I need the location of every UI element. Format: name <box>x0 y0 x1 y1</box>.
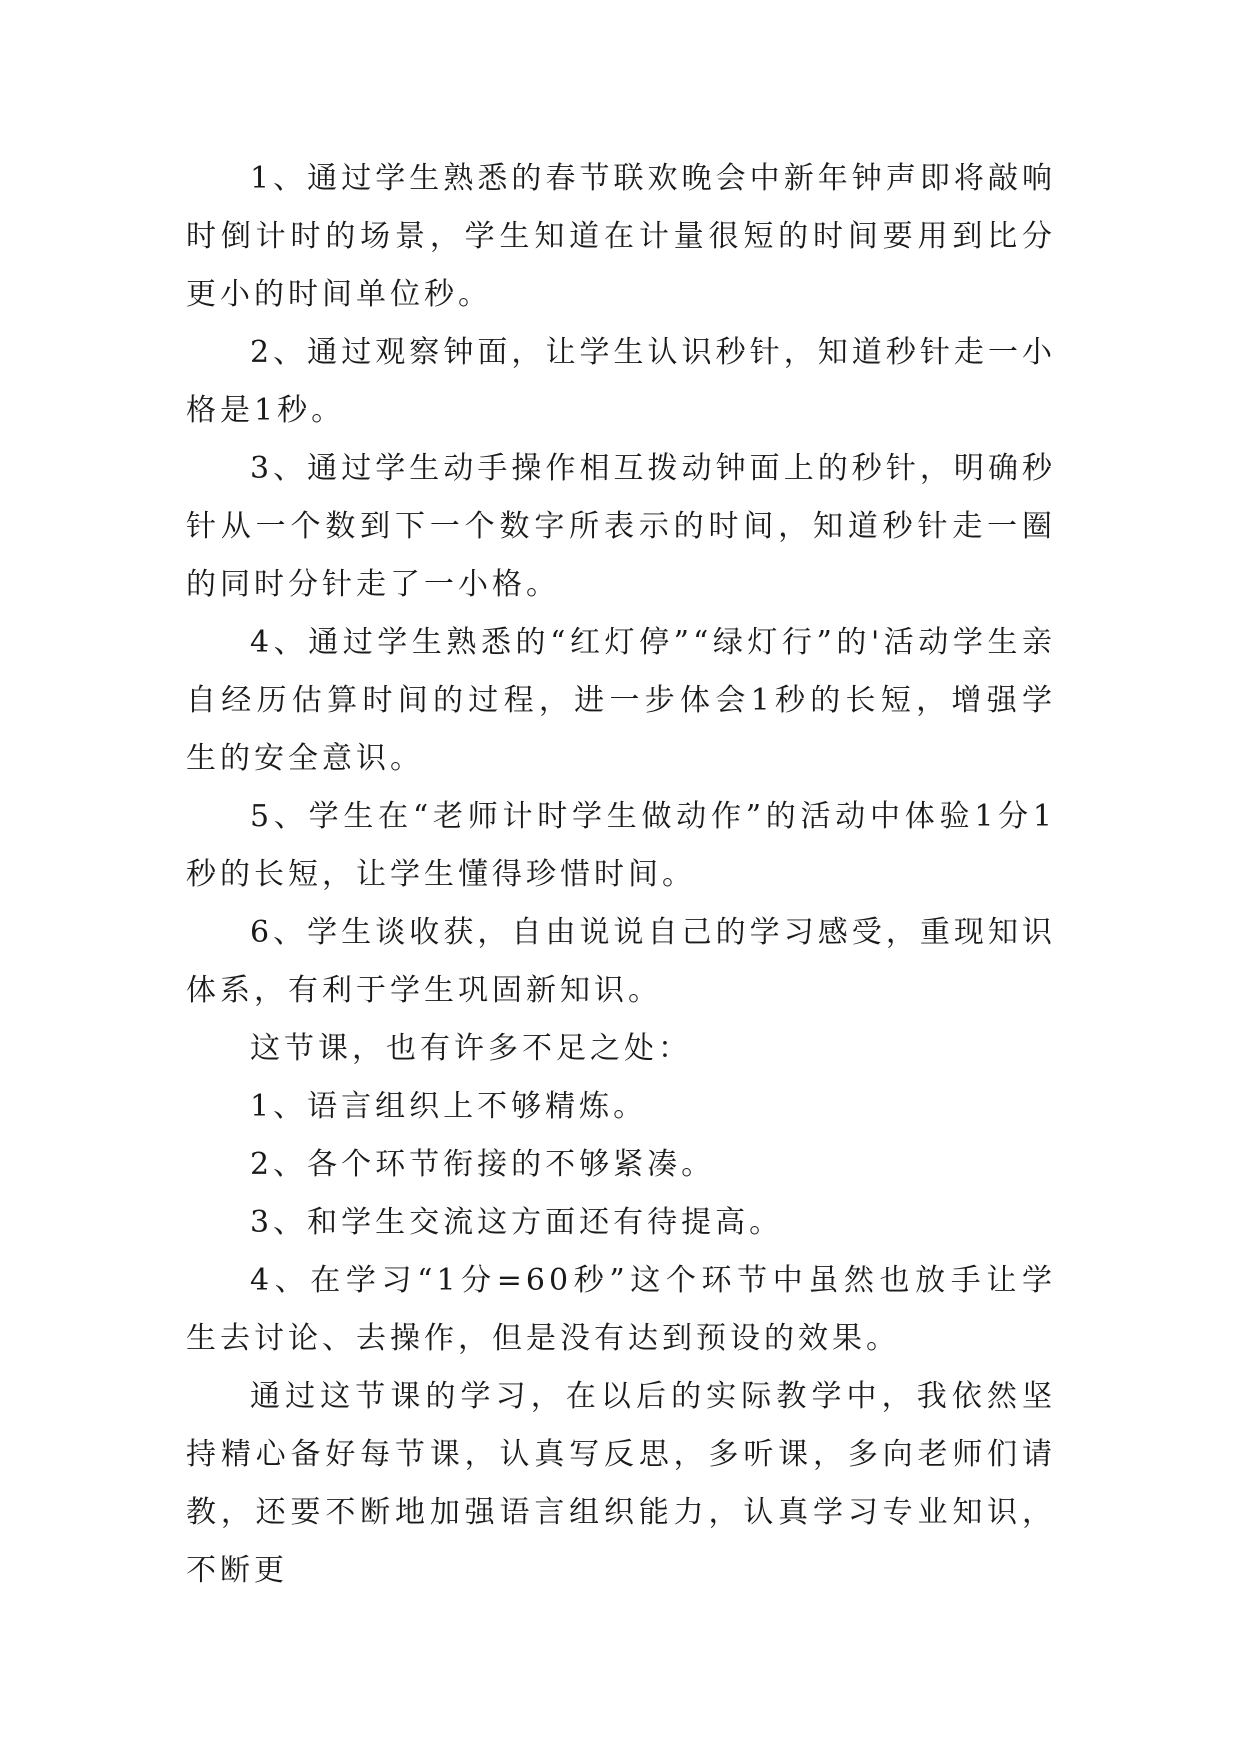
document-body <box>186 150 1056 1600</box>
paragraph-3: 3、通过学生动手操作相互拨动钟面上的秒针，明确秒针从一个数到下一个数字所表示的时间，知道秒针走一圈的同时分针走了一小格。 <box>186 451 1056 602</box>
shortcoming-4: 4、在学习“1分=60秒”这个环节中虽然也放手让学生去讨论、去操作，但是没有达到预设的效果。 <box>186 1263 1056 1356</box>
paragraph-2: 2、通过观察钟面，让学生认识秒针，知道秒针走一小格是1秒。 <box>186 335 1056 428</box>
conclusion-paragraph: 通过这节课的学习，在以后的实际教学中，我依然坚持精心备好每节课，认真写反思，多听课，多向老师们请教，还要不断地加强语言组织能力，认真学习专业知识，不断更 <box>186 1379 1056 1588</box>
shortcoming-2: 2、各个环节衔接的不够紧凑。 <box>250 1147 716 1182</box>
shortcoming-3: 3、和学生交流这方面还有待提高。 <box>250 1205 784 1240</box>
paragraph-1: 1、通过学生熟悉的春节联欢晚会中新年钟声即将敲响时倒计时的场景，学生知道在计量很短的时间要用到比分更小的时间单位秒。 <box>186 161 1056 312</box>
shortcomings-intro: 这节课，也有许多不足之处： <box>250 1031 692 1066</box>
paragraph-6: 6、学生谈收获，自由说说自己的学习感受，重现知识体系，有利于学生巩固新知识。 <box>186 915 1056 1008</box>
paragraph-4: 4、通过学生熟悉的“红灯停”“绿灯行”的'活动学生亲自经历估算时间的过程，进一步体会1秒的长短，增强学生的安全意识。 <box>186 625 1056 776</box>
shortcoming-1: 1、语言组织上不够精炼。 <box>250 1089 648 1124</box>
paragraph-5: 5、学生在“老师计时学生做动作”的活动中体验1分1秒的长短，让学生懂得珍惜时间。 <box>186 799 1056 892</box>
